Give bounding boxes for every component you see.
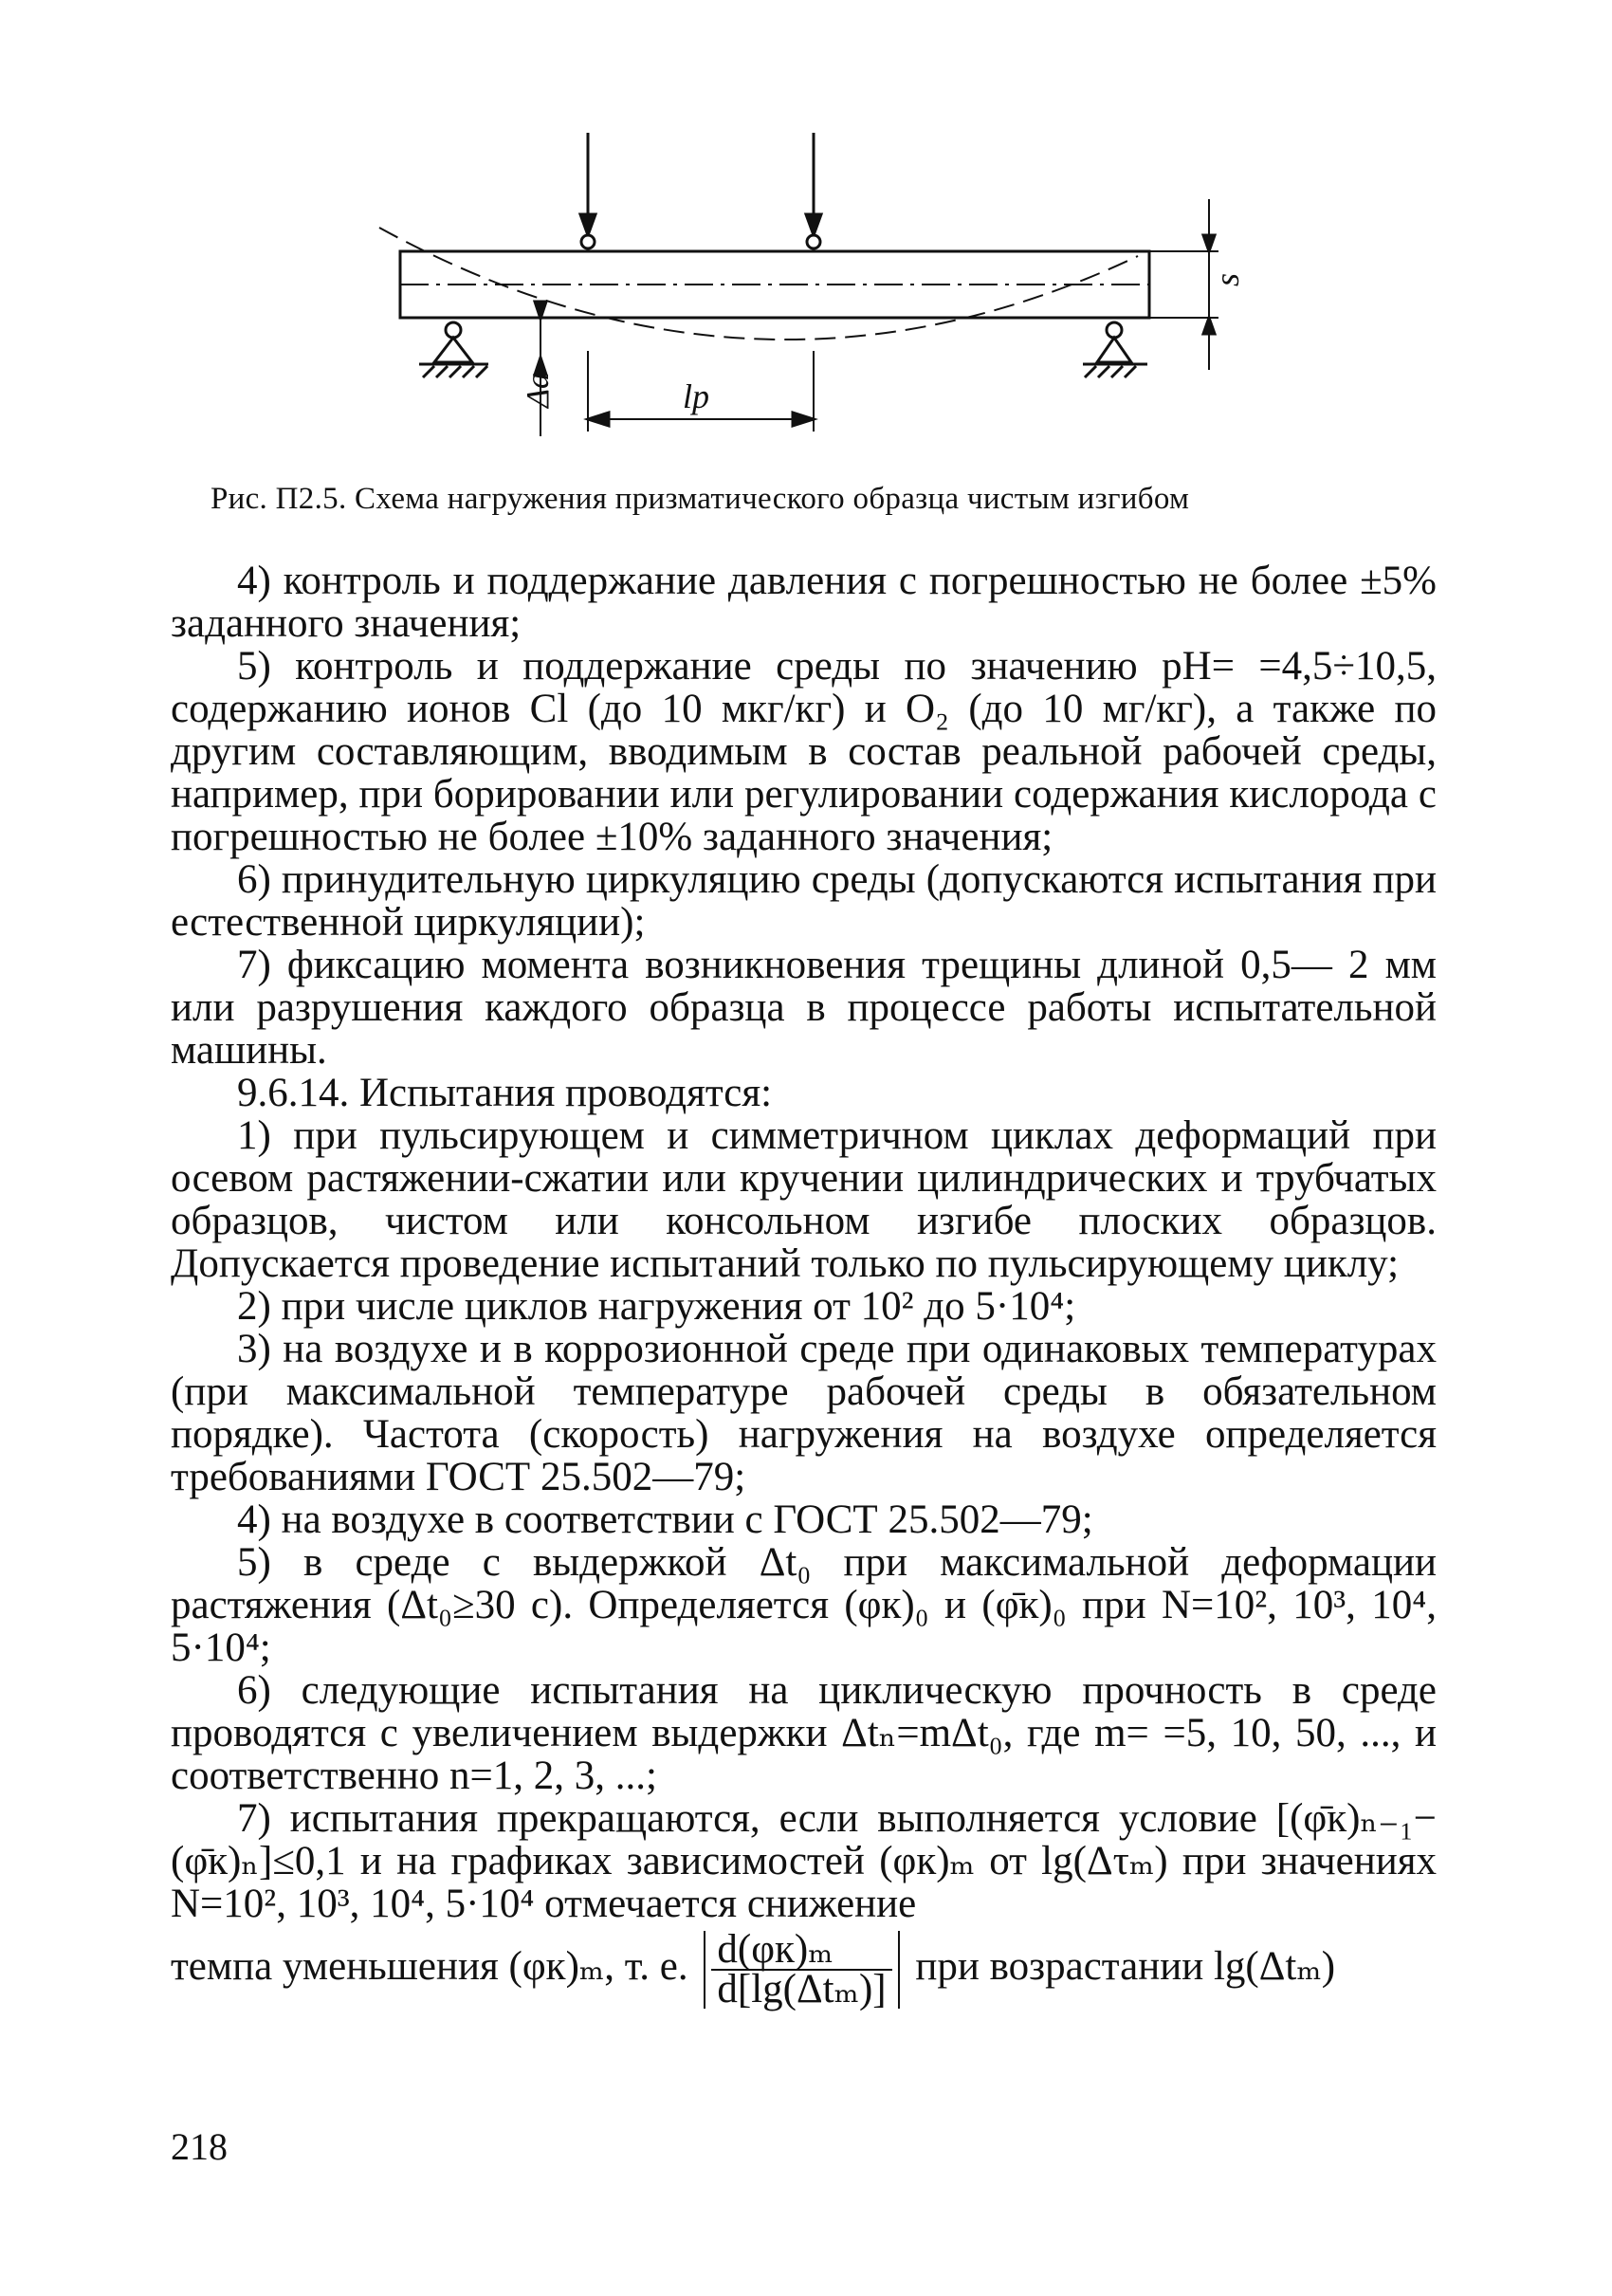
item-4: 4) контроль и поддержание давления с погрешностью не более ±5% заданного значения;	[171, 559, 1437, 646]
test-item-7: 7) испытания прекращаются, если выполняется условие [(φ̄к)ₙ₋₁−(φ̄к)ₙ]≤0,1 и на графиках зависимостей (φк)ₘ от lg(Δτₘ) при значениях N=10², 10³, 10⁴, 5·10⁴ отмечается снижение	[171, 1796, 1437, 1926]
test-item-5: 5) в среде с выдержкой Δt₀ при максимальной деформации растяжения (Δt₀≥30 с). Определяется (φк)₀ и (φ̄к)₀ при N=10², 10³, 10⁴, 5·10⁴;	[171, 1540, 1437, 1670]
test-item-6: 6) следующие испытания на циклическую прочность в среде проводятся с увеличением выдержки Δtₙ=mΔt₀, где m= =5, 10, 50, ..., и соответственно n=1, 2, 3, ...;	[171, 1668, 1437, 1798]
test-item-3: 3) на воздухе и в коррозионной среде при одинаковых температурах (при максимальной температуре рабочей среды в обязательном порядке). Частота (скорость) нагружения на воздухе определяется требованиями ГОСТ 25.502—79;	[171, 1327, 1437, 1499]
fraction-numerator: d(φк)ₘ	[711, 1931, 891, 1971]
label-da: Δa	[521, 373, 556, 408]
derivative-fraction	[704, 1927, 899, 2011]
test-item-7-continuation	[171, 1927, 1437, 2011]
figure-caption: Рис. П2.5. Схема нагружения призматического образца чистым изгибом	[211, 482, 1190, 516]
test-item-1: 1) при пульсирующем и симметричном циклах деформаций при осевом растяжении-сжатии или кручении цилиндрических и трубчатых образцов, чистом или консольном изгибе плоских образцов. Допускается проведение испытаний только по пульсирующему циклу;	[171, 1113, 1437, 1286]
test-item-2: 2) при числе циклов нагружения от 10² до 5·10⁴;	[237, 1284, 1076, 1329]
fraction-denominator: d[lg(Δtₘ)]	[717, 1967, 887, 2011]
section-9-6-14: 9.6.14. Испытания проводятся:	[237, 1071, 773, 1115]
continuation-after: при возрастании lg(Δtₘ)	[915, 1943, 1336, 1989]
item-6: 6) принудительную циркуляцию среды (допускаются испытания при естественной циркуляции);	[171, 857, 1437, 945]
left-support	[419, 322, 488, 377]
right-support	[1083, 322, 1147, 377]
page-number: 218	[171, 2125, 228, 2168]
test-item-4: 4) на воздухе в соответствии с ГОСТ 25.502—79;	[237, 1497, 1093, 1542]
label-s: s	[1208, 272, 1246, 286]
body-text	[171, 560, 1437, 2009]
bending-scheme-figure	[360, 123, 1271, 503]
continuation-before: темпа уменьшения (φк)ₘ, т. е.	[171, 1943, 688, 1989]
label-lp: lp	[683, 377, 710, 415]
item-5: 5) контроль и поддержание среды по значению pH= =4,5÷10,5, содержанию ионов Cl (до 10 мкг/кг) и O₂ (до 10 мг/кг), а также по другим составляющим, вводимым в состав реальной рабочей среды, например, при борировании или регулировании содержания кислорода с погрешностью не более ±10% заданного значения;	[171, 644, 1437, 859]
item-7: 7) фиксацию момента возникновения трещины длиной 0,5— 2 мм или разрушения каждого образца в процессе работы испытательной машины.	[171, 943, 1437, 1073]
